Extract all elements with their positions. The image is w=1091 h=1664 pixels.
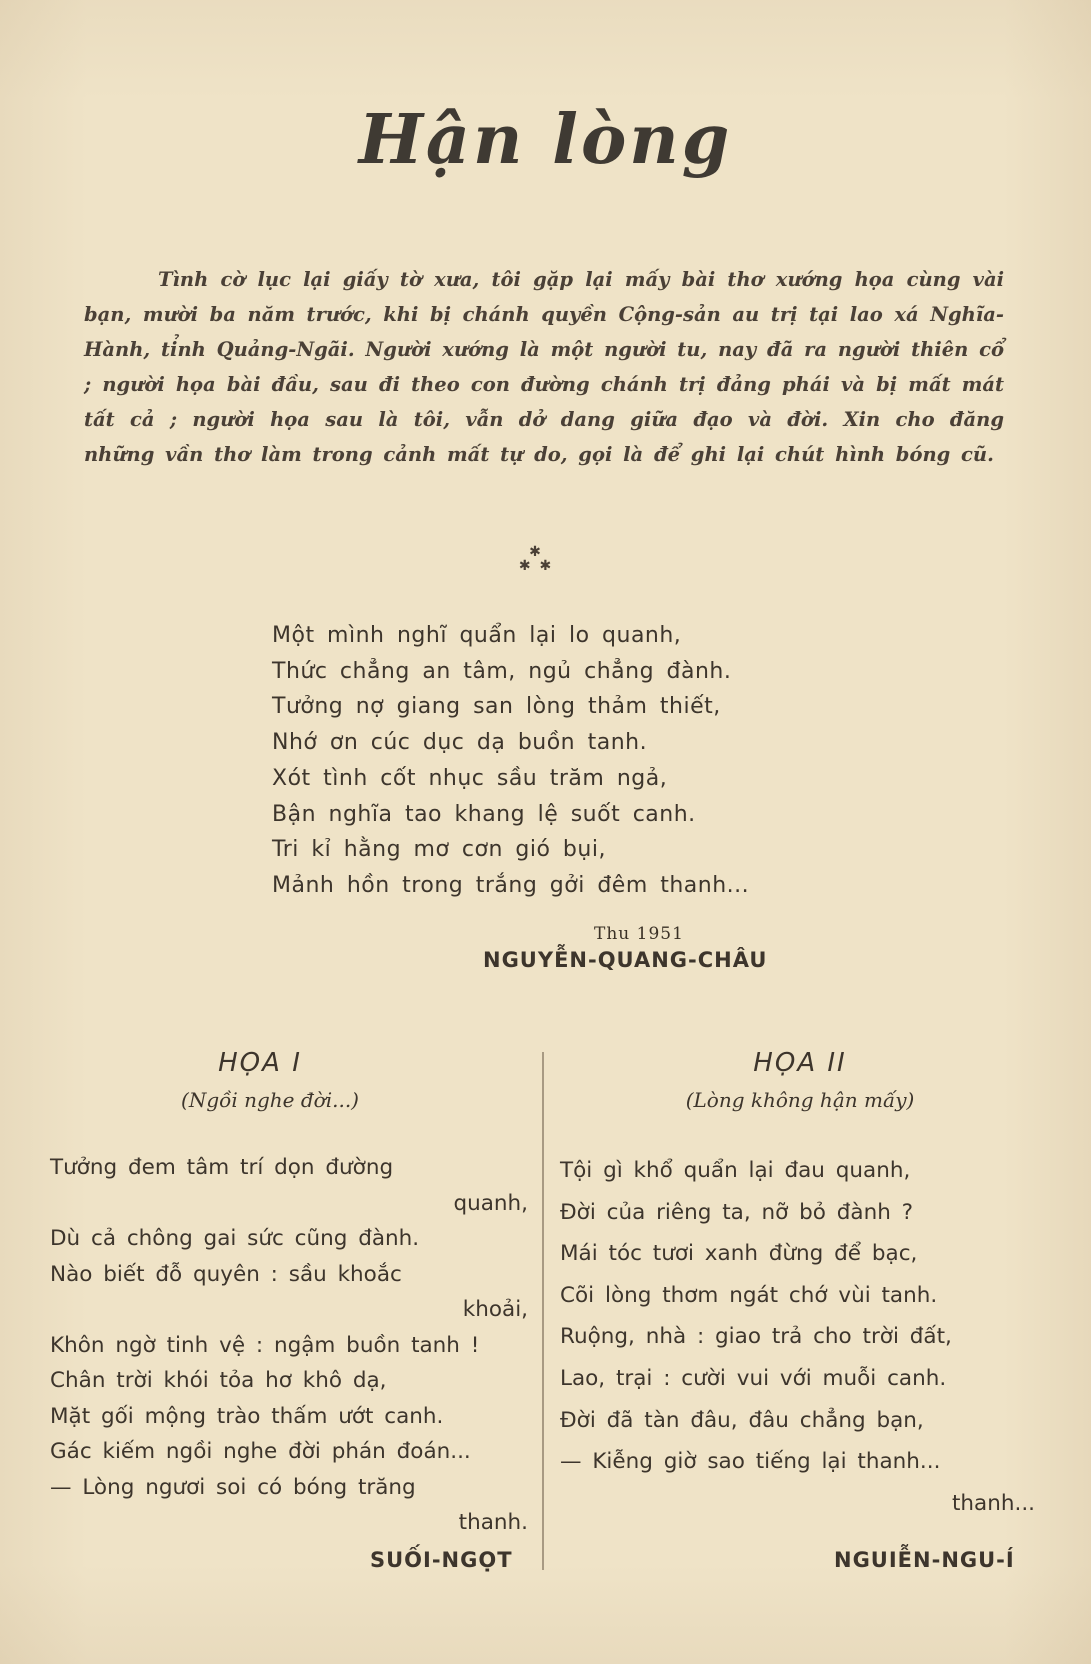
hoa1-line: — Lòng ngươi soi có bóng trăng — [50, 1474, 416, 1500]
main-poem-line: Bận nghĩa tao khang lệ suốt canh. — [272, 801, 696, 827]
column-divider — [542, 1052, 544, 1570]
star-ornament-bottom: ✱ ✱ — [518, 558, 552, 574]
hoa1-author: SUỐI-NGỌT — [370, 1548, 513, 1572]
intro-paragraph: Tình cờ lục lại giấy tờ xưa, tôi gặp lại mấy bài thơ xướng họa cùng vài bạn, mười ba năm trước, khi bị chánh quyền Cộng-sản au trị tại lao xá Nghĩa-Hành, tỉnh Quảng-Ngãi. Người xướng là một người tu, nay đã ra người thiên cổ ; người họa bài đầu, sau đi theo con đường chánh trị đảng phái và bị mất mát tất cả ; người họa sau là tôi, vẫn dở dang giữa đạo và đời. Xin cho đăng những vần thơ làm trong cảnh mất tự do, gọi là để ghi lại chút hình bóng cũ. — [84, 268, 1004, 466]
hoa1-heading: HỌA I — [218, 1048, 302, 1078]
main-poem-author: NGUYỄN-QUANG-CHÂU — [483, 948, 768, 972]
hoa2-line: Tội gì khổ quẩn lại đau quanh, — [560, 1158, 911, 1183]
hoa1-line: Gác kiếm ngồi nghe đời phán đoán... — [50, 1439, 471, 1464]
section-separator — [515, 545, 555, 573]
hoa1-line: Dù cả chông gai sức cũng đành. — [50, 1226, 420, 1251]
main-poem-line: Một mình nghĩ quẩn lại lo quanh, — [272, 623, 682, 648]
hoa2-line: Ruộng, nhà : giao trả cho trời đất, — [560, 1324, 952, 1350]
main-poem-line: Tưởng nợ giang san lòng thảm thiết, — [272, 694, 721, 720]
hoa1-line-continuation: khoải, — [462, 1297, 528, 1322]
hoa2-line: Lao, trại : cười vui với muỗi canh. — [560, 1365, 947, 1391]
main-poem-line: Mảnh hồn trong trắng gởi đêm thanh... — [272, 872, 750, 898]
hoa1-line: Tưởng đem tâm trí dọn đường — [50, 1155, 394, 1180]
hoa1-line: Khôn ngờ tinh vệ : ngậm buồn tanh ! — [50, 1332, 480, 1358]
main-poem-line: Tri kỉ hằng mơ cơn gió bụi, — [272, 837, 606, 863]
hoa2-heading: HỌA II — [753, 1048, 847, 1078]
poem-title: Hận lòng — [358, 100, 733, 180]
hoa2-line: Cõi lòng thơm ngát chớ vùi tanh. — [560, 1282, 938, 1308]
hoa1-line-continuation: quanh, — [453, 1190, 528, 1216]
hoa2-poem — [560, 1150, 1035, 1524]
hoa2-line: Đời của riêng ta, nỡ bỏ đành ? — [560, 1199, 914, 1225]
star-ornament-top: ✱ — [529, 544, 541, 560]
main-poem-line: Nhớ ơn cúc dục dạ buồn tanh. — [272, 730, 648, 756]
hoa2-author: NGUIỄN-NGU-Í — [834, 1548, 1015, 1572]
hoa2-line: — Kiễng giờ sao tiếng lại thanh... — [560, 1449, 941, 1475]
hoa1-subtitle: (Ngồi nghe đời...) — [181, 1088, 359, 1112]
hoa1-line: Chân trời khói tỏa hơ khô dạ, — [50, 1368, 387, 1393]
hoa1-line-continuation: thanh. — [458, 1510, 528, 1535]
hoa2-line-continuation: thanh... — [952, 1490, 1035, 1516]
main-poem-line: Xót tình cốt nhục sầu trăm ngả, — [272, 765, 668, 791]
hoa1-line: Nào biết đỗ quyên : sầu khoắc — [50, 1261, 402, 1287]
hoa2-line: Mái tóc tươi xanh đừng để bạc, — [560, 1241, 918, 1267]
hoa2-subtitle: (Lòng không hận mấy) — [685, 1088, 915, 1112]
hoa1-poem — [50, 1150, 528, 1541]
hoa2-line: Đời đã tàn đâu, đâu chẳng bạn, — [560, 1407, 924, 1433]
main-poem — [272, 618, 749, 904]
main-poem-line: Thức chẳng an tâm, ngủ chẳng đành. — [272, 658, 732, 684]
main-poem-date: Thu 1951 — [594, 924, 684, 944]
hoa1-line: Mặt gối mộng trào thấm ướt canh. — [50, 1403, 444, 1429]
